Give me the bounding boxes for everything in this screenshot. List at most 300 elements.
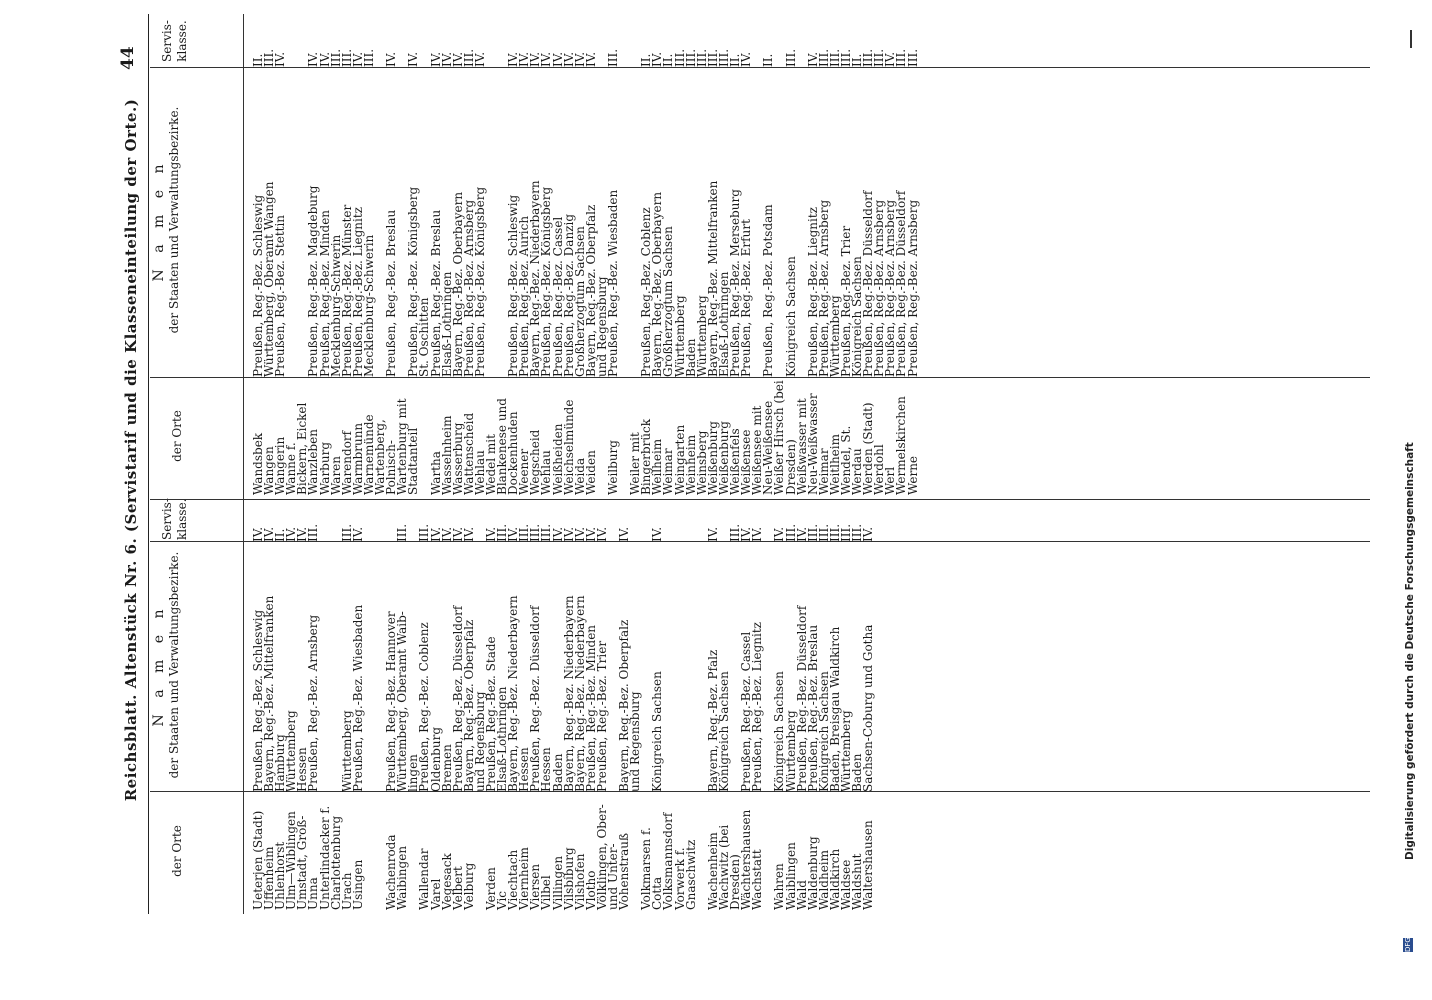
servis-klasse: III. [328,48,343,67]
place-name: Weißheiden [550,423,565,495]
servis-klasse: IV. [772,526,787,542]
place-name: Weißer Hirsch (bei [772,380,787,495]
servis-klasse: III. [262,48,277,67]
state-name: Bayern, Reg.-Bez. Niederbayern [572,595,587,792]
state-name [663,542,674,792]
servis-klasse: IV. [617,526,632,542]
servis-klasse: IV. [550,51,565,67]
state-name: Preußen, Reg.-Bez. Düsseldorf [894,190,909,377]
right-place-header: der Orte [170,410,184,462]
state-name: Hamburg [273,734,288,792]
state-name: Preußen, Reg.-Bez. Königsberg [406,186,421,377]
place-name: Unterlindacker f. [317,805,332,910]
running-header: Reichsblatt. Altenstück Nr. 6. (Servistarif und die Klasseneinteilung der Orte.) [122,98,140,802]
state-name: Preußen, Reg.-Bez. Minden [317,209,332,377]
state-name: Preußen, Reg.-Bez. Aurich [517,215,532,377]
state-name: Bayern, Reg.-Bez. Oberpfalz [617,619,632,792]
dfg-logo: DFG [1404,937,1412,952]
servis-klasse: IV. [883,51,898,67]
place-name: Wattenscheid [461,412,476,495]
place-name: Dockenhuden [506,411,521,495]
place-name: Warnemünde [361,414,376,495]
table-row [530,510,541,910]
state-name: Preußen, Reg.-Bez. Königsberg [539,186,554,377]
state-name: Königreich Sachsen [783,256,798,377]
state-name [320,542,331,792]
place-name: Weinheim [683,434,698,495]
place-name: Wald [794,880,809,910]
servis-klasse: IV. [739,526,754,542]
state-name: Württemberg [339,710,354,792]
table-row [716,510,731,910]
servis-klasse [675,510,686,542]
place-name: Stadtanteil [406,427,421,495]
left-state-header: der Staaten und Verwaltungsbezirke. [167,551,181,779]
servis-klasse: III. [827,48,842,67]
place-name: Waldkirch [827,848,842,910]
place-name: Wachenroda [384,834,399,910]
servis-klasse: III. [606,48,620,67]
servis-klasse: IV. [705,526,720,542]
place-name: Ulm—Wiblingen [284,811,299,910]
servis-klasse: III. [672,48,687,67]
servis-klasse: IV. [406,51,421,67]
servis-klasse: IV. [251,526,265,542]
state-name: Preußen, Reg.-Bez. Erfurt [739,219,754,377]
place-name: Waltershausen [861,820,876,910]
table-row [838,510,853,910]
place-name: Bickern, Eickel [295,402,310,495]
servis-klasse: III. [861,48,876,67]
state-name: Württemberg [827,295,842,377]
state-name: Preußen, Reg.-Bez. Breslau [805,624,820,792]
place-name: Wanne f. [284,442,299,495]
place-name: Weilheim [650,438,665,495]
state-name: Bayern, Reg.-Bez. Niederbayern [506,595,521,792]
state-name: Bayern, Reg.-Bez. Pfalz [705,649,720,792]
state-name: Württemberg, Oberamt Wangen [262,181,277,377]
state-name [486,67,497,377]
place-name: Viernheim [517,847,532,910]
place-name: Neu-Weißensee [761,400,776,495]
state-name [675,542,686,792]
state-name: Bayern, Reg.-Bez. Niederbayern [561,595,576,792]
place-name: Wallendar [417,848,432,910]
servis-klasse: IV. [295,526,310,542]
place-name: Wangen [262,446,277,495]
state-name: Preußen, Reg.-Bez. Trier [838,225,853,377]
state-name [619,67,630,377]
servis-klasse: IV. [750,526,765,542]
servis-klasse: III. [517,523,532,542]
place-name: Vegesack [439,853,454,910]
state-name: und Regensburg [472,691,487,792]
state-name: Preußen, Reg.-Bez. Wiesbaden [350,604,365,792]
place-name: Ueterjen (Stadt) [251,810,265,910]
servis-klasse: II. [273,528,288,542]
servis-klasse: III. [783,48,798,67]
place-name: Neu-Weißwasser [805,393,820,495]
place-name: Wandsbek [251,432,265,495]
table-row [275,35,286,495]
servis-klasse: IV. [472,51,487,67]
table-row [408,35,419,495]
place-name: Waibingen [395,845,410,910]
place-name: Wendel, St. [838,425,853,495]
servis-klasse: III. [805,523,820,542]
state-name: Preußen, Reg.-Bez. Hannover [384,611,399,792]
place-name: Wanzleben [306,429,321,495]
state-name: Preußen, Reg.-Bez. Coblenz [639,207,654,377]
state-name: Preußen, Reg.-Bez. Trier [594,640,609,792]
place-name: Weener [517,448,532,495]
state-name [286,67,297,377]
state-name: Preußen, Reg.-Bez. Wiesbaden [606,189,620,377]
place-name: Uhlenhorst [273,841,288,910]
right-names-header [152,65,182,375]
table-row [752,510,763,910]
state-name: Bayern, Reg.-Bez. Oberpfalz [461,619,476,792]
place-name: Vic [495,890,510,910]
state-name: lingen [406,754,421,792]
table-row [619,35,630,495]
state-name: Preußen, Reg.-Bez. Stade [483,636,498,792]
servis-klasse: III. [816,48,831,67]
place-name: Weichselmünde [561,399,576,495]
servis-klasse: III. [872,48,887,67]
table-row [428,510,443,910]
servis-klasse: IV. [439,51,454,67]
state-name: Preußen, Reg.-Bez. Merseburg [728,189,743,377]
servis-klasse: III. [705,48,720,67]
left-names-header [152,540,182,790]
state-name: Preußen, Reg.-Bez. Breslau [384,209,399,377]
state-name: Preußen, Reg.-Bez. Schleswig [251,609,265,792]
place-name: Dresden) [728,854,743,910]
state-name: Preußen, Reg.-Bez. Arnsberg [816,199,831,377]
place-name: Weitlheim [827,433,842,495]
servis-klasse: IV. [350,526,365,542]
place-name: Polnisch- [384,440,399,495]
place-name: Villingen [550,855,565,910]
servis-klasse [364,510,375,542]
place-name: Usingen [350,859,365,910]
state-name: Bayern, Reg.-Bez. Oberbayern [450,191,465,377]
page-number: 44 [118,46,138,70]
place-name: Werden (Stadt) [861,402,876,495]
state-name: Elsaß-Lothringen [716,271,731,377]
servis-klasse [375,510,386,542]
servis-klasse: IV. [650,526,665,542]
state-name: Mecklenburg-Schwerin [328,234,343,377]
state-name: Oldenburg [428,726,443,792]
right-entry-list [253,35,919,495]
servis-klasse: III. [461,48,476,67]
state-name: Bayern, Reg.-Bez. Mittelfranken [262,595,277,792]
place-name: Volkmarsen f. [639,827,654,910]
servis-klasse: III. [905,48,920,67]
servis-klasse: IV. [572,526,587,542]
place-name: Waldheim [816,849,831,910]
left-klasse-header: Servis-klasse. [160,498,189,540]
servis-klasse [619,35,630,67]
place-name: Werne [905,455,920,495]
servis-klasse: IV. [483,526,498,542]
table-row [683,510,698,910]
state-name: Hessen [517,747,532,792]
servis-klasse: IV. [861,526,876,542]
servis-klasse [630,510,641,542]
place-name: Weilburg [606,440,620,495]
place-name: Warburg [317,441,332,495]
servis-klasse: IV. [450,526,465,542]
state-name: Elsaß-Lothringen [439,271,454,377]
table-row [541,510,552,910]
place-name: Weimar [816,448,831,495]
state-name: Preußen, Reg.-Bez. Cassel [550,216,565,377]
state-name: Bayern, Reg.-Bez. Oberbayern [650,191,665,377]
table-row [419,510,430,910]
state-name: Großherzogtum Sachsen [572,226,587,377]
state-name: Preußen, Reg.-Bez. Arnsberg [883,199,898,377]
place-name: Vilshofen [572,853,587,910]
place-name: Warendorf [339,430,354,495]
place-name: Wermelskirchen [894,396,909,495]
servis-klasse: IV. [384,51,399,67]
state-name: Preußen, Reg.-Bez. Liegnitz [805,207,820,377]
place-name: Wachenheim [705,832,720,910]
state-name: Württemberg [783,710,798,792]
servis-klasse: III. [816,523,831,542]
state-name: Preußen, Reg.-Bez. Münster [339,204,354,377]
right-state-header: der Staaten und Verwaltungsbezirke. [167,106,181,334]
place-name: Velburg [461,862,476,910]
servis-klasse: II. [251,53,265,67]
servis-klasse: III. [339,48,354,67]
state-name: Bayern, Reg.-Bez. Mittelfranken [705,180,720,377]
servis-klasse: IV. [528,51,543,67]
state-name: Württemberg [694,295,709,377]
table-row [905,35,920,495]
state-name: Bayern, Reg.-Bez. Oberpfalz [583,204,598,377]
servis-klasse: IV. [262,526,277,542]
place-name: Weiler mit [628,432,643,495]
servis-klasse: IV. [583,526,598,542]
state-name: Sachsen-Coburg und Gotha [861,624,876,792]
state-name: Preußen, Reg.-Bez. Danzig [561,213,576,377]
servis-klasse: II. [761,53,776,67]
scan-mark [1410,30,1412,48]
servis-klasse: III. [306,523,321,542]
place-name [364,792,375,910]
state-name: und Regensburg [594,276,609,377]
state-name: Württemberg [672,295,687,377]
servis-klasse: III. [683,48,698,67]
place-name: Wasselnheim [439,415,454,495]
table-row [683,35,698,495]
servis-klasse: III. [728,523,743,542]
place-name: Weimar [661,448,676,495]
state-name: und Regensburg [628,691,643,792]
table-row [583,35,598,495]
place-name: Viersen [528,863,543,910]
place-name: Weißenburg [705,421,720,495]
place-name: Vilsbiburg [561,847,576,910]
state-name: Königreich Sachsen [716,671,731,792]
servis-klasse: IV. [794,526,809,542]
state-name: Preußen, Reg.-Bez. Minden [583,624,598,792]
servis-klasse: II. [639,53,654,67]
state-name: Baden, Breisgau Waldkirch [827,626,842,792]
state-name: Baden [550,753,565,792]
state-name [686,542,697,792]
place-name: Viechtach [506,849,521,910]
servis-klasse: III. [528,523,543,542]
place-name: Bingerbrück [639,418,654,495]
servis-klasse: III. [716,48,731,67]
right-names-title: N a m e n [151,158,167,282]
servis-klasse: II. [850,53,865,67]
state-name: Preußen, Reg.-Bez. Schleswig [506,194,521,377]
place-name: Weißensee mit [750,405,765,495]
place-name: Warmbrunn [350,422,365,495]
place-name: Vorwerk f. [672,847,687,910]
left-names-title: N a m e n [151,603,167,727]
state-name: Königreich Sachsen [650,671,665,792]
servis-klasse: II. [661,53,676,67]
place-name: Weinsberg [694,430,709,495]
top-rule [148,14,149,914]
servis-klasse: IV. [284,526,299,542]
state-name: Königreich Sachsen [850,256,865,377]
servis-klasse: IV. [561,51,576,67]
place-name: Waren [328,455,343,495]
place-name: Umstadt, Groß- [295,815,310,910]
servis-klasse: IV. [550,526,565,542]
state-name: Preußen, Reg.-Bez. Düsseldorf [861,190,876,377]
column-rule [150,499,1370,500]
place-name: Weingarten [672,424,687,495]
header-rule [243,14,244,914]
right-klasse-header: Servis-klasse. [160,20,189,62]
servis-klasse: III. [694,48,709,67]
place-name: Dresden) [783,439,798,495]
servis-klasse: IV. [450,51,465,67]
state-name: Großherzogtum Sachsen [661,226,676,377]
place-name: Wahren [772,863,787,910]
state-name: Preußen, Reg.-Bez. Arnsberg [872,199,887,377]
servis-klasse: IV. [572,51,587,67]
servis-klasse: III. [395,523,410,542]
table-row [350,510,365,910]
place-name: Weiden [583,450,598,495]
state-name: Mecklenburg-Schwerin [361,234,376,377]
place-name: Werdau [850,448,865,495]
servis-klasse: IV. [506,51,521,67]
place-name: Gnaschwitz [683,839,698,910]
servis-klasse: IV. [273,51,288,67]
servis-klasse: IV. [517,51,532,67]
table-row [472,35,487,495]
state-name: Preußen, Reg.-Bez. Magdeburg [306,185,321,377]
state-name: Preußen, Reg.-Bez. Arnsberg [306,614,321,792]
table-row [672,35,687,495]
servis-klasse: II. [728,53,743,67]
servis-klasse [286,35,297,67]
state-name: Baden [683,338,698,377]
place-name: Charlottenburg [328,815,343,910]
servis-klasse: IV. [317,51,332,67]
place-name: Unna [306,877,321,910]
table-row [608,35,619,495]
state-name: Preußen, Reg.-Bez. Königsberg [472,186,487,377]
state-name: Hessen [295,747,310,792]
table-row [816,35,831,495]
servis-klasse: III. [417,523,432,542]
state-name: Preußen, Reg.-Bez. Cassel [739,631,754,792]
state-name [364,542,375,792]
servis-klasse: III. [495,523,510,542]
place-name: Uffenheim [262,846,277,910]
state-name: Bremen [439,744,454,792]
table-row [863,510,874,910]
state-name: Preußen, Reg.-Bez. Schleswig [251,194,265,377]
state-name: Königreich Sachsen [816,671,831,792]
servis-klasse: III. [838,523,853,542]
servis-klasse: III. [539,523,554,542]
place-name: Werl [883,466,898,495]
state-name: Preußen, Reg.-Bez. Arnsberg [461,199,476,377]
servis-klasse: III. [339,523,354,542]
place-name: Waiblingen [783,842,798,910]
state-name: Württemberg [284,710,299,792]
place-name: Wartenberg, [373,419,388,495]
digitization-note: Digitalisierung gefördert durch die Deutsche Forschungsgemeinschaft [1404,442,1416,860]
state-name: Hessen [539,747,554,792]
place-name: Wehlau [539,450,554,495]
servis-klasse: III. [838,48,853,67]
servis-klasse: IV. [805,51,820,67]
place-name: und Unter- [606,843,620,910]
state-name: Preußen, Reg.-Bez. Düsseldorf [450,605,465,792]
left-entry-list [253,510,874,910]
place-name: Völklingen, Ober- [594,804,609,910]
servis-klasse [486,35,497,67]
place-name: Wangerin [273,436,288,495]
servis-klasse: IV. [506,526,521,542]
servis-klasse: III. [827,523,842,542]
place-name: Waldsee [838,859,853,910]
state-name: Preußen, Reg.-Bez. Liegnitz [750,622,765,792]
place-name: Wehlau [472,450,487,495]
place-name: Wedel mit [483,434,498,495]
place-name: Werdohl [872,444,887,495]
servis-klasse [686,510,697,542]
place-name: Velbert [450,866,465,910]
servis-klasse: IV. [350,51,365,67]
state-name: Preußen, Reg.-Bez. Düsseldorf [794,605,809,792]
place-name: Waldenburg [805,836,820,910]
place-name: Weißensee [739,429,754,495]
servis-klasse [663,510,674,542]
table-row [364,510,375,910]
place-name: Wartha [428,451,443,495]
state-name: Preußen, Reg.-Bez. Arnsberg [905,199,920,377]
place-name: Vilbel [539,875,554,910]
state-name: Preußen, Reg.-Bez. Potsdam [761,204,776,377]
state-name: Württemberg [838,710,853,792]
state-name: Preußen, Reg.-Bez. Düsseldorf [528,605,543,792]
